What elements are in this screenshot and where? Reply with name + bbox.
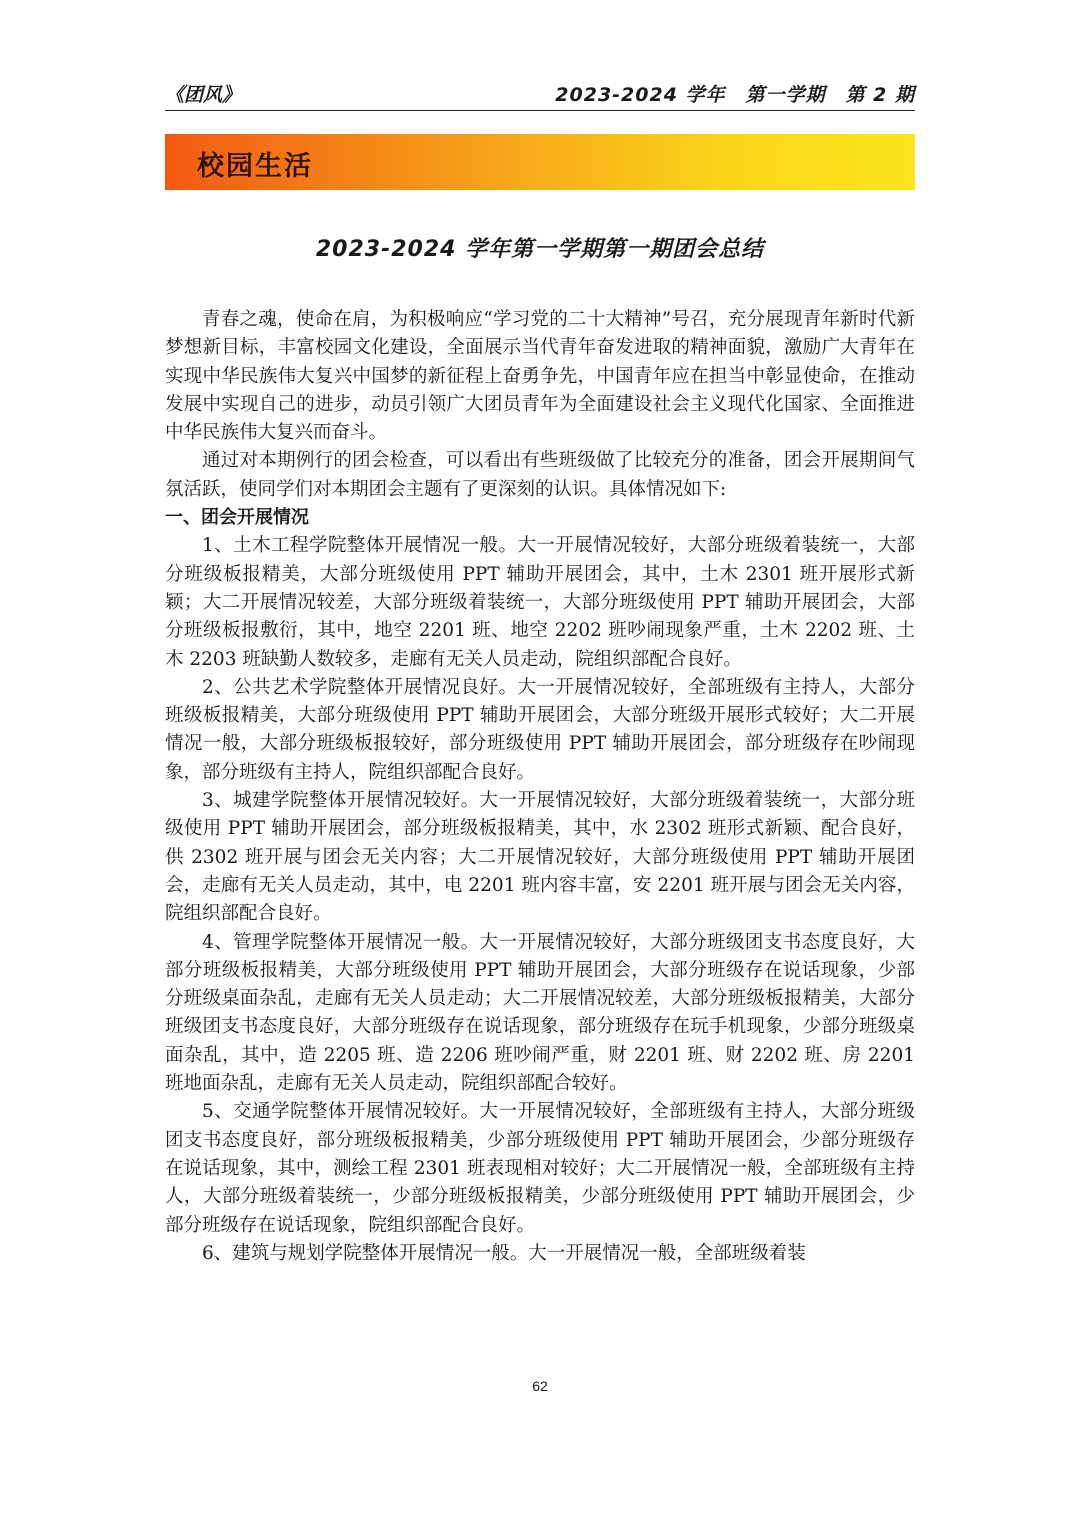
intro-paragraph: 青春之魂，使命在肩，为积极响应“学习党的二十大精神”号召，充分展现青年新时代新梦想新目标，丰富校园文化建设，全面展示当代青年奋发进取的精神面貌，激励广大青年在实现中华民族伟大复兴中国梦的新征程上奋勇争先，中国青年应在担当中彰显使命，在推动发展中实现自己的进步，动员引领广大团员青年为全面建设社会主义现代化国家、全面推进中华民族伟大复兴而奋斗。 <box>165 309 915 444</box>
page-number: 62 <box>532 1378 548 1394</box>
article-title: 2023-2024 学年第一学期第一期团会总结 <box>315 237 765 262</box>
item-paragraph: 2、公共艺术学院整体开展情况良好。大一开展情况较好，全部班级有主持人，大部分班级板报精美，大部分班级使用 PPT 辅助开展团会，大部分班级开展形式较好；大二开展情况一般，大部分班级板报较好，部分班级使用 PPT 辅助开展团会，部分班级存在吵闹现象，部分班级有主持人，院组织部配合良好。 <box>165 676 915 783</box>
intro-paragraph: 通过对本期例行的团会检查，可以看出有些班级做了比较充分的准备，团会开展期间气氛活跃，使同学们对本期团会主题有了更深刻的认识。具体情况如下: <box>165 450 915 500</box>
section-heading: 一、团会开展情况 <box>165 507 309 529</box>
page-header <box>165 80 915 111</box>
section-title: 校园生活 <box>197 151 313 182</box>
journal-name: 《团风》 <box>165 84 242 106</box>
item-paragraph: 5、交通学院整体开展情况较好。大一开展情况较好，全部班级有主持人，大部分班级团支书态度良好，部分班级板报精美，少部分班级使用 PPT 辅助开展团会，少部分班级存在说话现象，其中，测绘工程 2301 班表现相对较好；大二开展情况一般，全部班级有主持人，大部分班级着装统一，少部分班级板报精美，少部分班级使用 PPT 辅助开展团会，少部分班级存在说话现象，院组织部配合良好。 <box>165 1101 915 1236</box>
section-banner <box>165 134 915 190</box>
item-paragraph: 3、城建学院整体开展情况较好。大一开展情况较好，大部分班级着装统一，大部分班级使用 PPT 辅助开展团会，部分班级板报精美，其中，水 2302 班形式新颖、配合良好，供 2302 班开展与团会无关内容；大二开展情况较好，大部分班级使用 PPT 辅助开展团会，走廊有无关人员走动，其中，电 2201 班内容丰富，安 2201 班开展与团会无关内容，院组织部配合良好。 <box>165 790 915 925</box>
issue-info: 2023-2024 学年 第一学期 第 2 期 <box>555 84 915 106</box>
article-body <box>165 306 915 1268</box>
item-paragraph: 1、土木工程学院整体开展情况一般。大一开展情况较好，大部分班级着装统一，大部分班级板报精美，大部分班级使用 PPT 辅助开展团会，其中，土木 2301 班开展形式新颖；大二开展情况较差，大部分班级着装统一，大部分班级使用 PPT 辅助开展团会，大部分班级板报敷衍，其中，地空 2201 班、地空 2202 班吵闹现象严重，土木 2202 班、土木 2203 班缺勤人数较多，走廊有无关人员走动，院组织部配合良好。 <box>165 535 915 670</box>
item-paragraph: 6、建筑与规划学院整体开展情况一般。大一开展情况一般，全部班级着装 <box>202 1242 806 1264</box>
item-paragraph: 4、管理学院整体开展情况一般。大一开展情况较好，大部分班级团支书态度良好，大部分班级板报精美，大部分班级使用 PPT 辅助开展团会，大部分班级存在说话现象，少部分班级桌面杂乱，走廊有无关人员走动；大二开展情况较差，大部分班级板报精美，大部分班级团支书态度良好，大部分班级存在说话现象，部分班级存在玩手机现象，少部分班级桌面杂乱，其中，造 2205 班、造 2206 班吵闹严重，财 2201 班、财 2202 班、房 2201 班地面杂乱，走廊有无关人员走动，院组织部配合较好。 <box>165 931 915 1095</box>
